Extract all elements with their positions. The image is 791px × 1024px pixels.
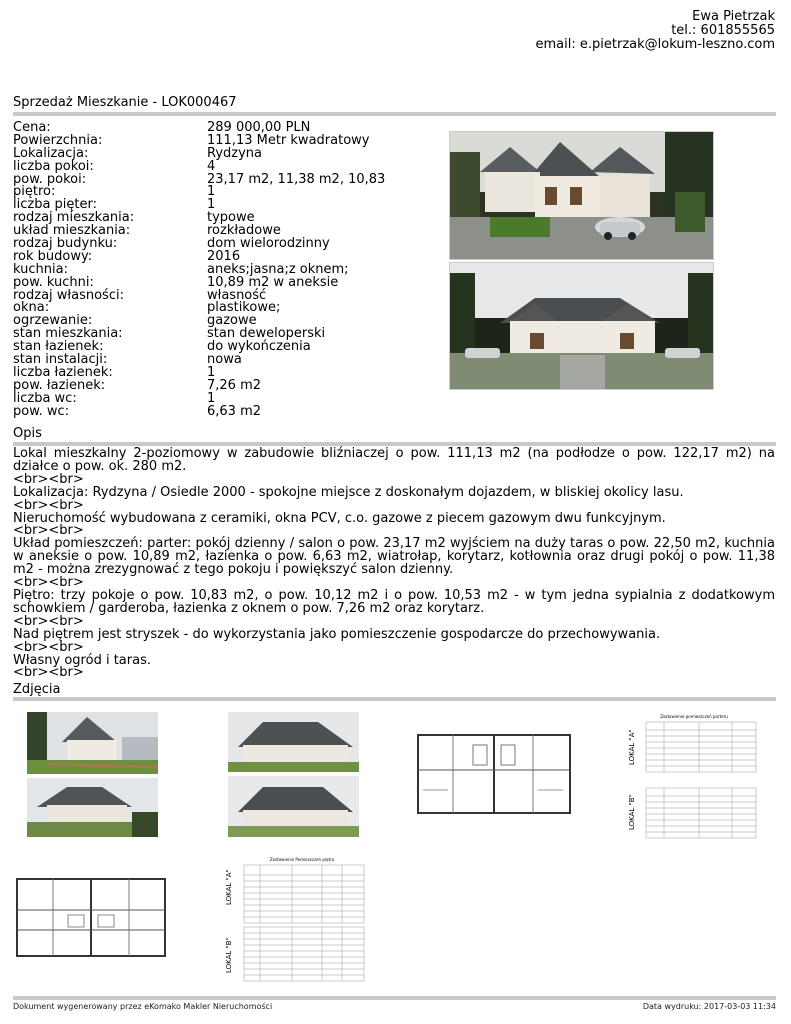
detail-label: liczba łazienek: <box>13 364 113 380</box>
footer-generator: Dokument wygenerowany przez eKomako Makler Nieruchomości <box>13 1002 273 1011</box>
description-line: <br><br> <box>13 471 84 487</box>
description-line: <br><br> <box>13 575 84 591</box>
detail-row <box>13 403 433 419</box>
detail-label: kuchnia: <box>13 261 68 277</box>
detail-label: liczba pięter: <box>13 197 97 213</box>
detail-label: Powierzchnia: <box>13 132 103 148</box>
thumbnail-floorplan-first[interactable] <box>13 875 169 960</box>
detail-label: piętro: <box>13 184 56 200</box>
detail-label: stan mieszkania: <box>13 326 123 342</box>
detail-value: 23,17 m2, 11,38 m2, 10,83 <box>207 171 386 187</box>
detail-label: układ mieszkania: <box>13 223 131 239</box>
detail-label: stan instalacji: <box>13 352 108 368</box>
detail-value: 1 <box>207 184 216 200</box>
thumbnail-table-first[interactable] <box>222 853 366 983</box>
detail-value: 1 <box>207 390 216 406</box>
main-photo-2 <box>449 262 714 390</box>
description-text <box>13 448 775 680</box>
detail-value: dom wielorodzinny <box>207 236 330 252</box>
listing-title: Sprzedaż Mieszkanie - LOK000467 <box>13 95 237 110</box>
description-line: Nieruchomość wybudowana z ceramiki, okna PCV, c.o. gazowe z piecem gazowym dwu funkcyjnym. <box>13 510 666 526</box>
photos-divider <box>13 697 776 701</box>
description-line: <br><br> <box>13 639 84 655</box>
description-line: Układ pomieszczeń: parter: pokój dzienny / salon o pow. 23,17 m2 wyjściem na duży taras o pow. 22,50 m2, kuchnia w aneksie o pow. 10,89 m2, łazienka o pow. 6,63 m2, wiatrołap, korytarz, kotłownia oraz drugi pokój o pow. 11,38 m2 - można zrezygnować z tego pokoju i powiększyć salon dzienny. <box>13 536 775 578</box>
thumbnail-floorplan-ground[interactable] <box>413 730 575 818</box>
footer-print-date: Data wydruku: 2017-03-03 11:34 <box>642 1002 776 1011</box>
agent-name: Ewa Pietrzak <box>692 9 775 24</box>
table1-lokal-a: LOKAL "A" <box>628 729 636 765</box>
description-line: Lokalizacja: Rydzyna / Osiedle 2000 - spokojne miejsce z doskonałym dojazdem, w bliskiej okolicy lasu. <box>13 484 684 500</box>
description-line: Nad piętrem jest stryszek - do wykorzystania jako pomieszczenie gospodarcze do przechowywania. <box>13 626 661 642</box>
detail-label: pow. pokoi: <box>13 171 87 187</box>
detail-label: Cena: <box>13 120 51 135</box>
table2-lokal-b: LOKAL "B" <box>225 937 233 973</box>
detail-value: plastikowe; <box>207 300 281 316</box>
detail-value: do wykończenia <box>207 339 311 355</box>
description-line: Lokal mieszkalny 2-poziomowy w zabudowie bliźniaczej o pow. 111,13 m2 (na podłodze o pow. 122,17 m2) na działce o pow. ok. 280 m2. <box>13 446 775 474</box>
agent-email: email: e.pietrzak@lokum-leszno.com <box>535 37 775 52</box>
detail-label: pow. wc: <box>13 403 70 419</box>
detail-value: własność <box>207 287 267 303</box>
detail-label: liczba pokoi: <box>13 158 94 174</box>
description-line: Piętro: trzy pokoje o pow. 10,83 m2, o pow. 10,12 m2 i o pow. 10,53 m2 - w tym jedna sypialnia z dodatkowym schowkiem / garderoba, łazienka z oknem o pow. 7,26 m2 oraz korytarz. <box>13 587 775 616</box>
detail-value: 1 <box>207 197 216 213</box>
table1-lokal-b: LOKAL "B" <box>628 794 636 830</box>
table1-title: Zestawienie pomieszczeń parteru <box>660 714 728 719</box>
description-line: Własny ogród i taras. <box>13 652 151 668</box>
detail-value: 289 000,00 PLN <box>207 120 311 135</box>
detail-label: rodzaj mieszkania: <box>13 210 135 226</box>
detail-value: aneks;jasna;z oknem; <box>207 261 349 277</box>
property-details <box>13 122 433 418</box>
detail-value: typowe <box>207 210 255 226</box>
footer-divider <box>13 996 776 1000</box>
detail-value: stan deweloperski <box>207 326 326 342</box>
detail-value: rozkładowe <box>207 223 281 239</box>
thumbnail-photo-1[interactable] <box>27 712 158 837</box>
detail-value: 2016 <box>207 248 241 264</box>
detail-label: ogrzewanie: <box>13 313 93 329</box>
detail-value: 1 <box>207 364 216 380</box>
title-divider <box>13 112 776 116</box>
table2-lokal-a: LOKAL "A" <box>225 869 233 905</box>
detail-row <box>13 171 433 187</box>
main-photo-1 <box>449 131 714 260</box>
detail-value: 4 <box>207 158 216 174</box>
detail-label: okna: <box>13 300 50 316</box>
description-line: <br><br> <box>13 523 84 539</box>
detail-value: nowa <box>207 352 242 368</box>
description-line: <br><br> <box>13 497 84 513</box>
detail-value: 7,26 m2 <box>207 377 262 393</box>
agent-contact <box>536 10 775 52</box>
detail-value: Rydzyna <box>207 145 262 161</box>
description-line: <br><br> <box>13 665 84 681</box>
agent-phone: tel.: 601855565 <box>671 23 775 38</box>
detail-value: 10,89 m2 w aneksie <box>207 274 339 290</box>
thumbnail-photo-2[interactable] <box>228 712 359 837</box>
detail-value: 111,13 Metr kwadratowy <box>207 132 370 148</box>
thumbnail-table-ground[interactable] <box>624 710 758 840</box>
detail-label: pow. łazienek: <box>13 377 106 393</box>
photos-heading: Zdjęcia <box>13 682 61 697</box>
detail-label: rok budowy: <box>13 248 93 264</box>
detail-label: rodzaj budynku: <box>13 236 118 252</box>
detail-label: stan łazienek: <box>13 339 104 355</box>
description-line: <br><br> <box>13 613 84 629</box>
description-heading: Opis <box>13 426 42 441</box>
detail-label: liczba wc: <box>13 390 77 406</box>
detail-value: 6,63 m2 <box>207 403 262 419</box>
detail-label: Lokalizacja: <box>13 145 89 161</box>
detail-value: gazowe <box>207 313 257 329</box>
detail-label: pow. kuchni: <box>13 274 94 290</box>
table2-title: Zestawienie Pomieszczeń piętra <box>269 857 335 862</box>
detail-label: rodzaj własności: <box>13 287 124 303</box>
